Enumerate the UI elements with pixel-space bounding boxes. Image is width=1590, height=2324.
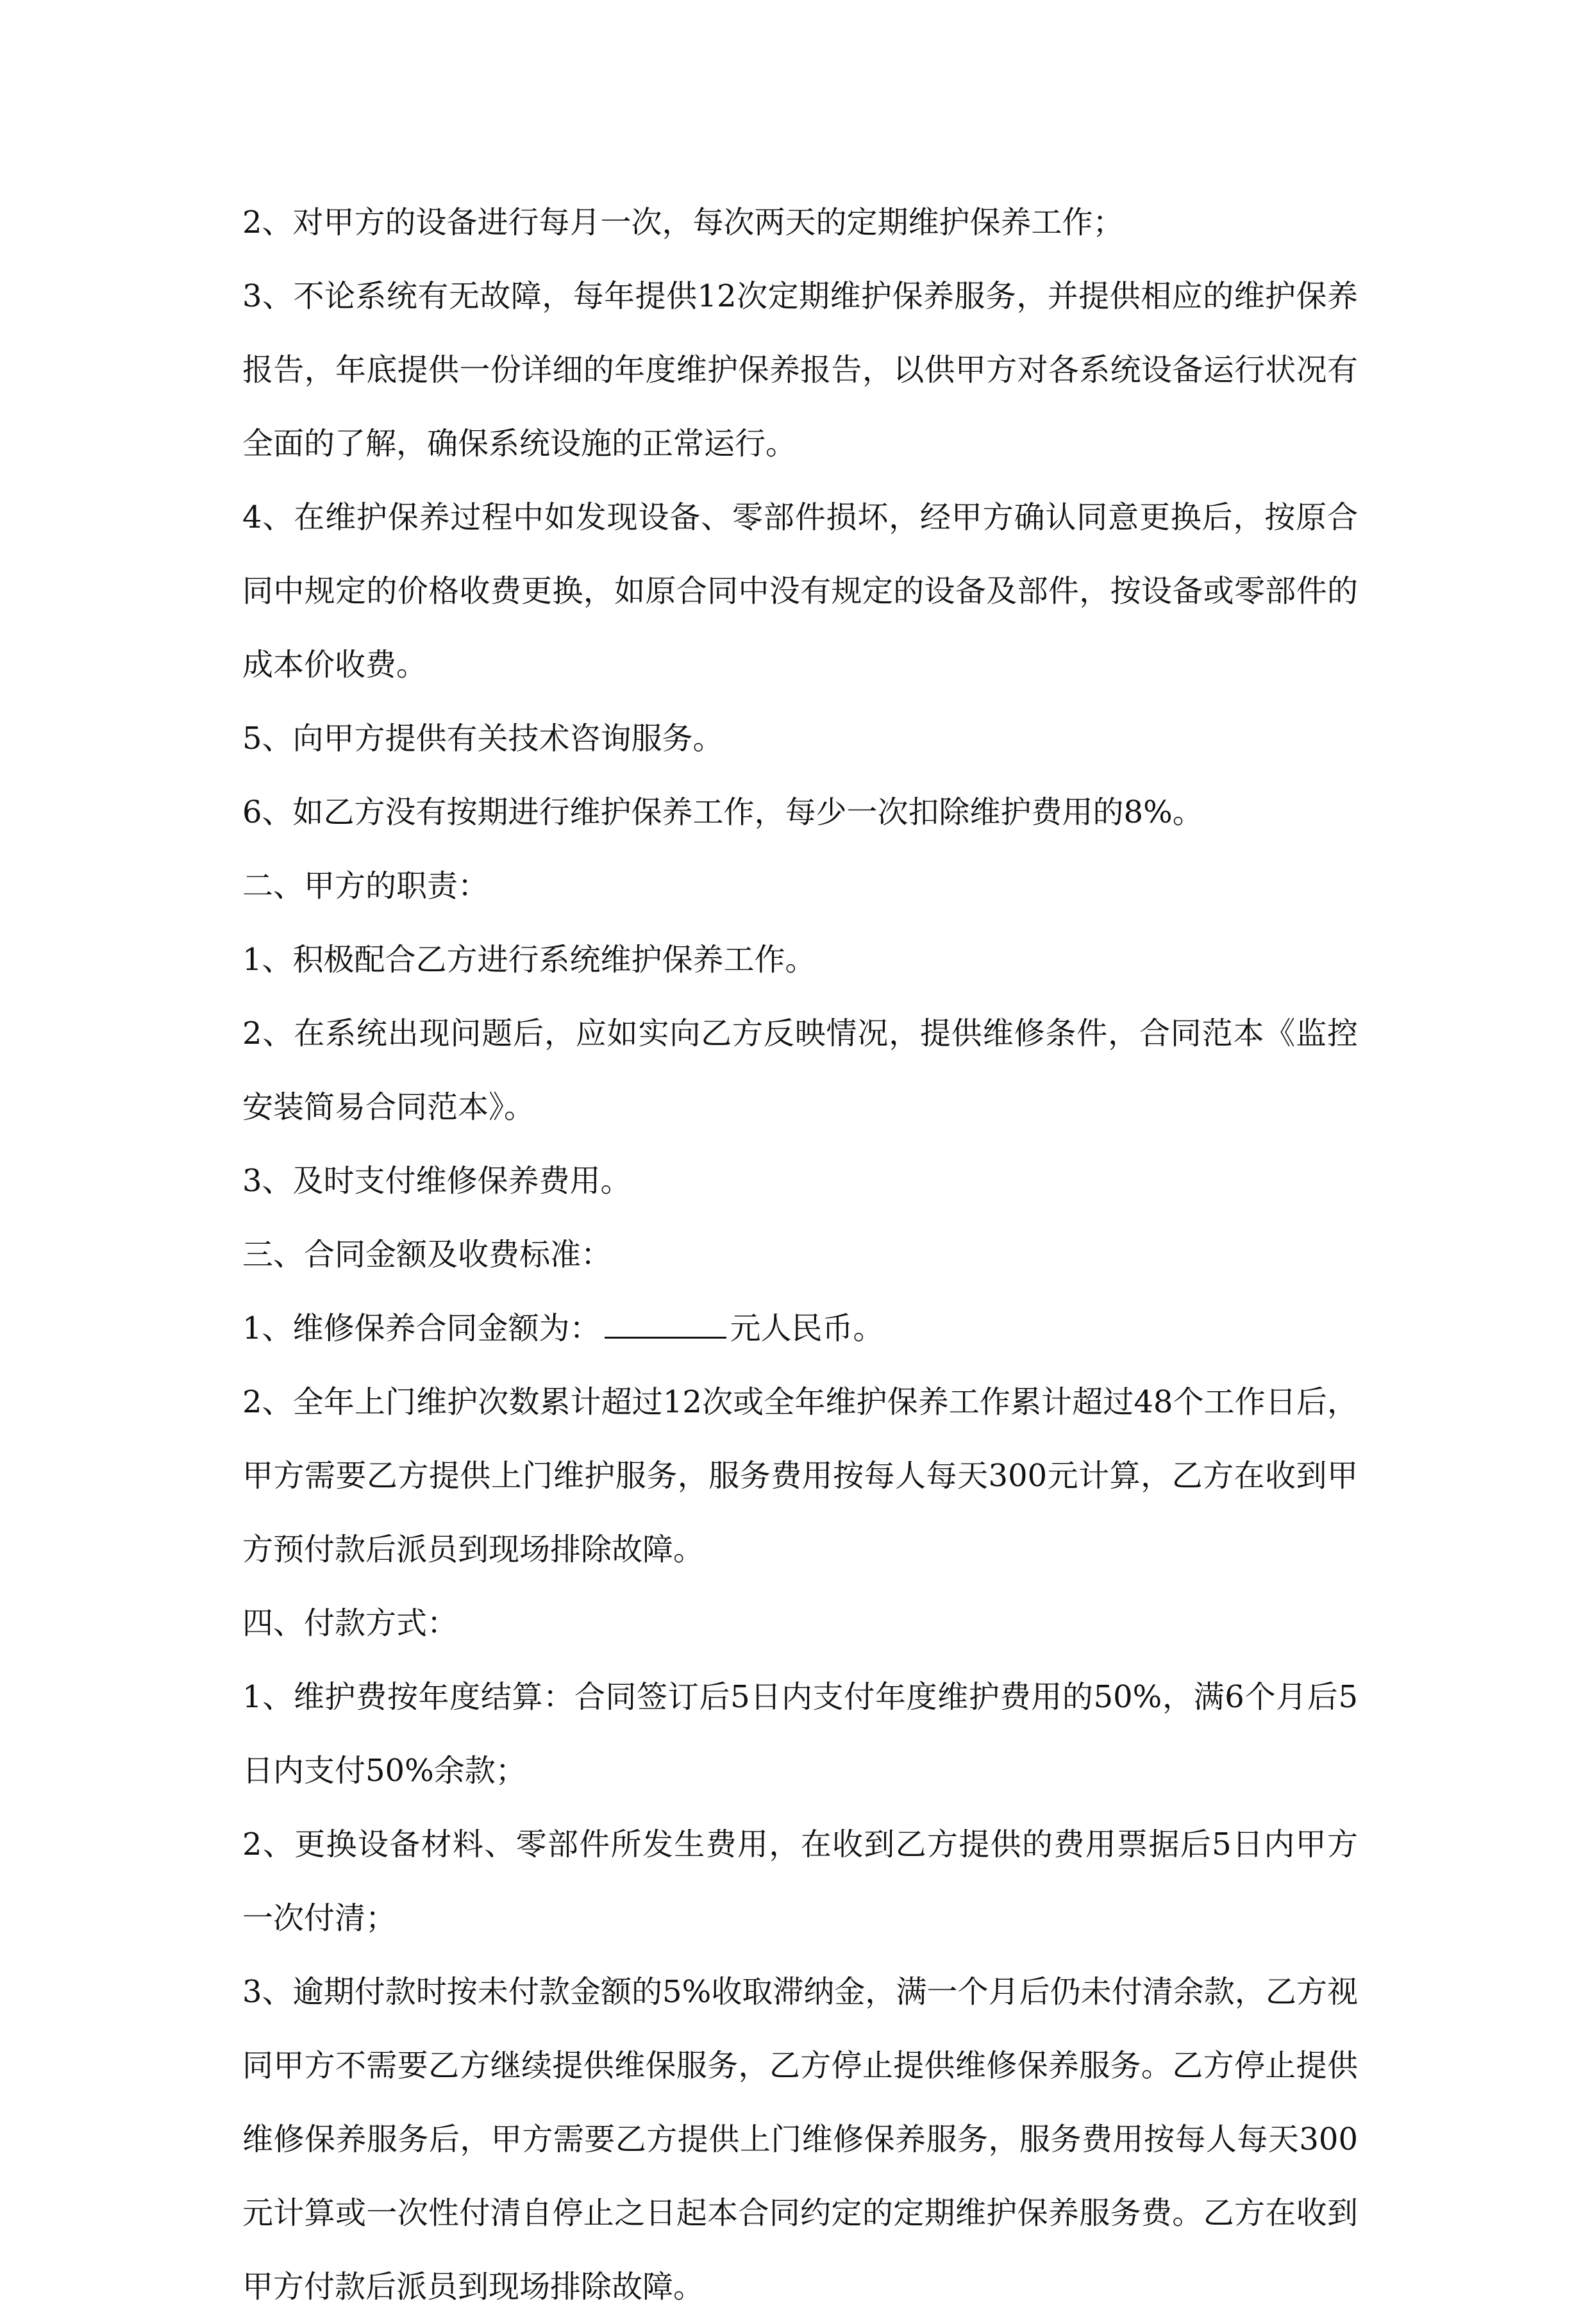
clause-extra-service-fee: 2、全年上门维护次数累计超过12次或全年维护保养工作累计超过48个工作日后，甲方需要乙方提供上门维护服务，服务费用按每人每天300元计算，乙方在收到甲方预付款后派员到现场排除故障。 [242,1384,1358,1567]
clause-maintenance-schedule: 2、对甲方的设备进行每月一次，每次两天的定期维护保养工作； [242,205,1124,240]
document-body [242,186,1358,2324]
clause-contract-amount [242,1292,1358,1366]
clause-annual-settlement: 1、维护费按年度结算：合同签订后5日内支付年度维护费用的50%，满6个月后5日内支付50%余款； [242,1679,1358,1789]
clause-parts-replacement: 4、在维护保养过程中如发现设备、零部件损坏，经甲方确认同意更换后，按原合同中规定的价格收费更换，如原合同中没有规定的设备及部件，按设备或零部件的成本价收费。 [242,499,1358,683]
clause-parts-payment: 2、更换设备材料、零部件所发生费用，在收到乙方提供的费用票据后5日内甲方一次付清； [242,1827,1358,1936]
clause-timely-payment: 3、及时支付维修保养费用。 [242,1163,632,1199]
contract-amount-prefix: 1、维修保养合同金额为： [242,1310,601,1346]
clause-cooperation: 1、积极配合乙方进行系统维护保养工作。 [242,942,816,978]
clause-regular-service: 3、不论系统有无故障，每年提供12次定期维护保养服务，并提供相应的维护保养报告，年底提供一份详细的年度维护保养报告，以供甲方对各系统设备运行状况有全面的了解，确保系统设施的正常运行。 [242,278,1358,462]
clause-technical-consulting: 5、向甲方提供有关技术咨询服务。 [242,721,724,757]
contract-amount-suffix: 元人民币。 [730,1310,884,1346]
section-heading-payment-method: 四、付款方式： [242,1605,458,1641]
clause-penalty: 6、如乙方没有按期进行维护保养工作，每少一次扣除维护费用的8%。 [242,794,1203,830]
clause-late-payment: 3、逾期付款时按未付款金额的5%收取滞纳金，满一个月后仍未付清余款，乙方视同甲方不需要乙方继续提供维保服务，乙方停止提供维修保养服务。乙方停止提供维修保养服务后，甲方需要乙方提供上门维修保养服务，服务费用按每人每天300元计算或一次性付清自停止之日起本合同约定的定期维护保养服务费。乙方在收到甲方付款后派员到现场排除故障。 [242,1974,1358,2305]
contract-amount-blank[interactable] [605,1308,726,1339]
clause-report-issues: 2、在系统出现问题后，应如实向乙方反映情况，提供维修条件，合同范本《监控安装简易合同范本》。 [242,1016,1358,1125]
section-heading-contract-amount: 三、合同金额及收费标准： [242,1237,612,1273]
section-heading-party-a-duties: 二、甲方的职责： [242,868,489,904]
